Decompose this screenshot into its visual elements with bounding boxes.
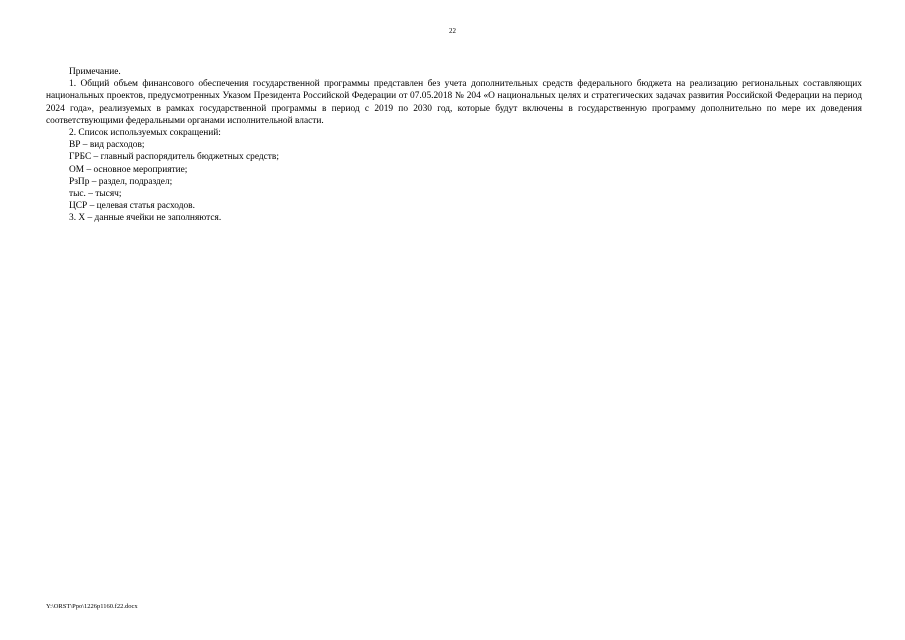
note-paragraph-3: 3. Х – данные ячейки не заполняются. <box>69 213 222 224</box>
abbreviations-heading: 2. Список используемых сокращений: <box>69 128 221 139</box>
abbreviation-item: ОМ – основное мероприятие; <box>69 164 188 175</box>
abbreviation-item: тыс. – тысяч; <box>69 189 122 200</box>
abbreviation-item: ВР – вид расходов; <box>69 140 145 151</box>
note-paragraph-1: 1. Общий объем финансового обеспечения государственной программы представлен без учета дополнительных средств федерального бюджета на реализацию региональных составляющих национальных проектов, предусмотренных Указом Президента Российской Федерации от 07.05.2018 № 204 «О национальных целях и стратегических задачах развития Российской Федерации на период 2024 года», реализуемых в рамках государственной программы в период с 2019 по 2030 год, которые будут включены в государственную программу дополнительно по мере их доведения соответствующими федеральными органами исполнительной власти. <box>46 79 862 126</box>
note-section <box>46 66 862 225</box>
abbreviation-item: ЦСР – целевая статья расходов. <box>69 201 195 212</box>
page-number: 22 <box>449 27 456 35</box>
abbreviation-item: РзПр – раздел, подраздел; <box>69 176 173 187</box>
footer-file-path: Y:\ORST\Ppo\1226p1160.f22.docx <box>46 603 138 610</box>
abbreviation-item: ГРБС – главный распорядитель бюджетных средств; <box>69 152 279 163</box>
note-heading: Примечание. <box>69 67 121 77</box>
